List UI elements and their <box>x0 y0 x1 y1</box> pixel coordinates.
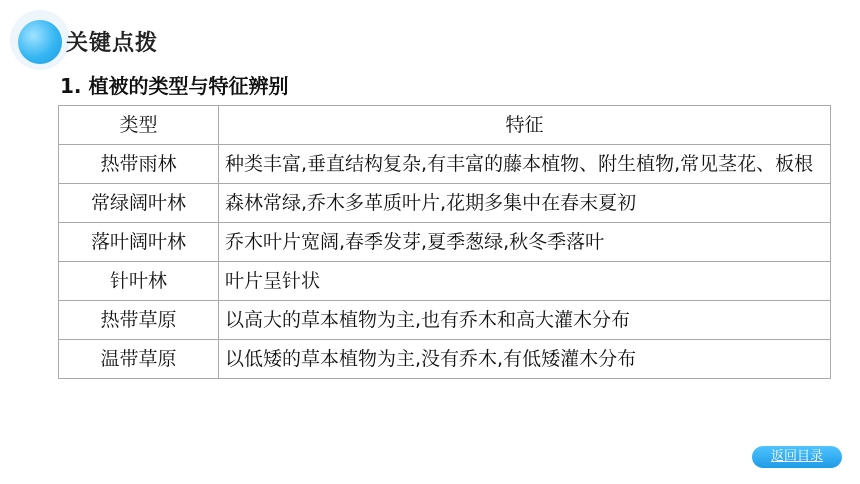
feature-cell: 乔木叶片宽阔,春季发芽,夏季葱绿,秋冬季落叶 <box>219 223 831 262</box>
feature-cell: 以低矮的草本植物为主,没有乔木,有低矮灌木分布 <box>219 340 831 379</box>
section-heading: 1. 植被的类型与特征辨别 <box>60 74 289 98</box>
feature-cell: 以高大的草本植物为主,也有乔木和高大灌木分布 <box>219 301 831 340</box>
table-row <box>59 223 831 262</box>
feature-cell: 森林常绿,乔木多革质叶片,花期多集中在春末夏初 <box>219 184 831 223</box>
feature-cell: 种类丰富,垂直结构复杂,有丰富的藤本植物、附生植物,常见茎花、板根 <box>219 145 831 184</box>
table-row <box>59 301 831 340</box>
vegetation-table-container <box>58 105 830 379</box>
table-header-row <box>59 106 831 145</box>
type-cell: 针叶林 <box>59 262 219 301</box>
type-cell: 常绿阔叶林 <box>59 184 219 223</box>
back-to-contents-button[interactable]: 返回目录 <box>752 446 842 468</box>
header-circle-icon <box>18 20 62 64</box>
type-cell: 热带雨林 <box>59 145 219 184</box>
table-row <box>59 184 831 223</box>
type-cell: 落叶阔叶林 <box>59 223 219 262</box>
column-header-feature: 特征 <box>219 106 831 145</box>
vegetation-table <box>58 105 831 379</box>
table-row <box>59 145 831 184</box>
page-title: 关键点拨 <box>66 31 159 56</box>
type-cell: 热带草原 <box>59 301 219 340</box>
column-header-type: 类型 <box>59 106 219 145</box>
table-row <box>59 262 831 301</box>
table-row <box>59 340 831 379</box>
type-cell: 温带草原 <box>59 340 219 379</box>
feature-cell: 叶片呈针状 <box>219 262 831 301</box>
